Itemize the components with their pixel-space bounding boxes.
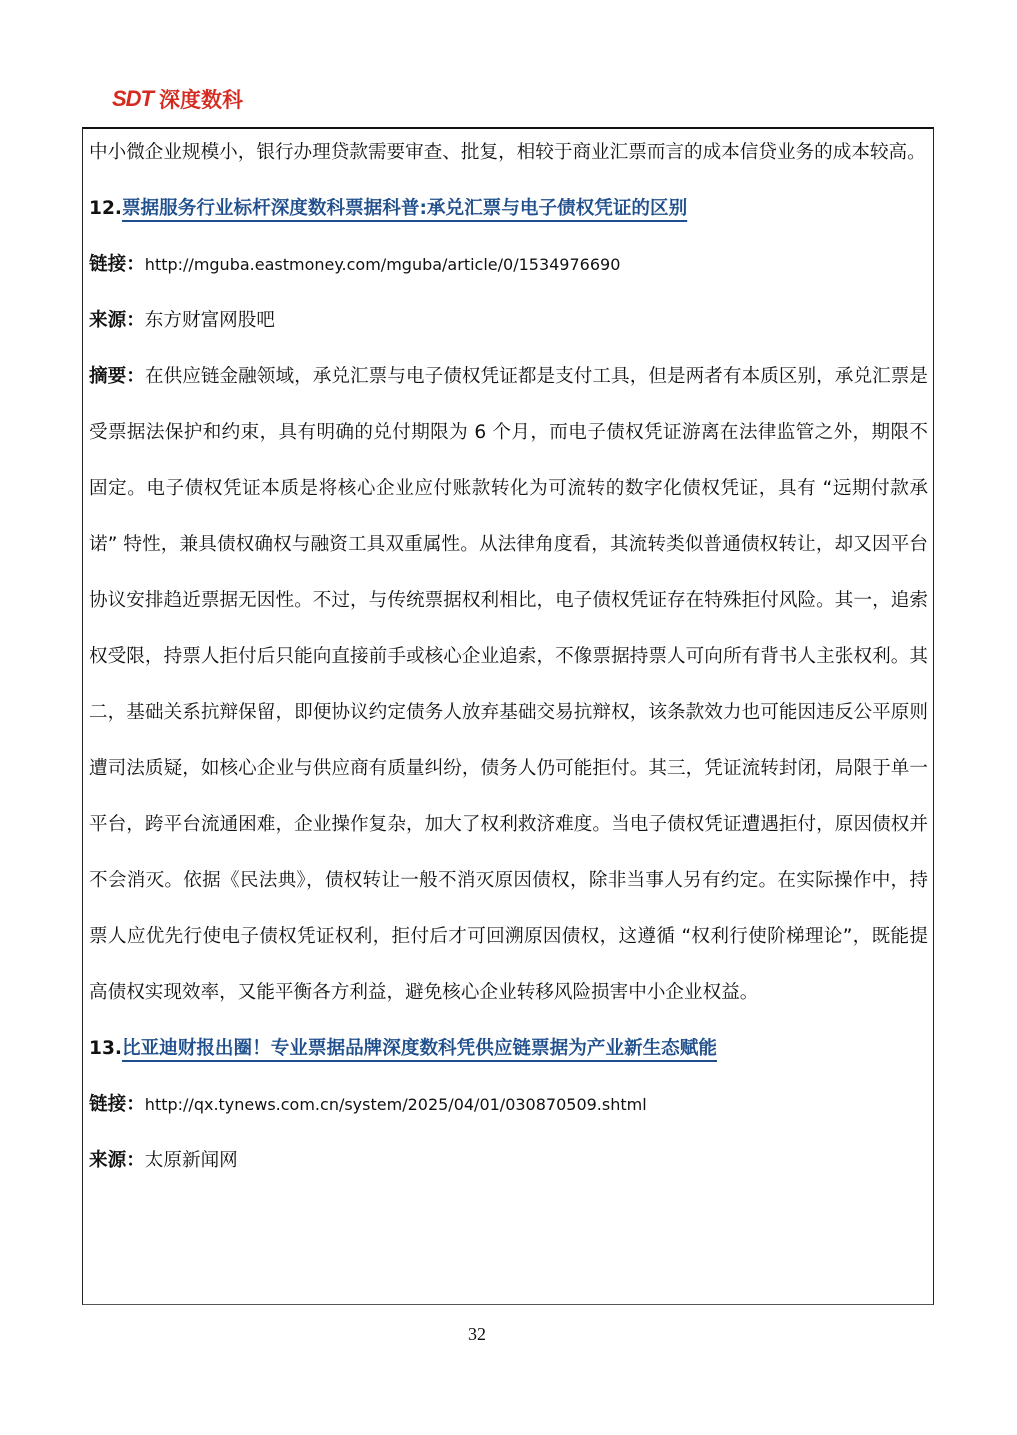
article-title-link[interactable]: 比亚迪财报出圈！专业票据品牌深度数科凭供应链票据为产业新生态赋能 bbox=[121, 1038, 717, 1059]
article-source-row bbox=[89, 293, 928, 349]
article-abstract bbox=[89, 349, 928, 1021]
article-source: 太原新闻网 bbox=[144, 1150, 238, 1171]
link-label: 链接： bbox=[89, 1094, 145, 1115]
logo-name: 深度数科 bbox=[159, 88, 243, 112]
source-label: 来源： bbox=[89, 310, 145, 331]
article-link-row bbox=[89, 1077, 928, 1133]
brand-logo bbox=[112, 84, 243, 114]
continued-text: 中小微企业规模小，银行办理贷款需要审查、批复，相较于商业汇票而言的成本信贷业务的成本较高。 bbox=[89, 142, 926, 163]
article-heading-13 bbox=[89, 1021, 928, 1077]
logo-mark: SDT bbox=[112, 86, 153, 111]
article-source: 东方财富网股吧 bbox=[144, 310, 275, 331]
abstract-text: 在供应链金融领域，承兑汇票与电子债权凭证都是支付工具，但是两者有本质区别，承兑汇票是受票据法保护和约束，具有明确的兑付期限为 6 个月，而电子债权凭证游离在法律监管之外，期限不固定。电子债权凭证本质是将核心企业应付账款转化为可流转的数字化债权凭证，具有 “远期付款承诺” 特性，兼具债权确权与融资工具双重属性。从法律角度看，其流转类似普通债权转让，却又因平台协议安排趋近票据无因性。不过，与传统票据权利相比，电子债权凭证存在特殊拒付风险。其一，追索权受限，持票人拒付后只能向直接前手或核心企业追索，不像票据持票人可向所有背书人主张权利。其二，基础关系抗辩保留，即便协议约定债务人放弃基础交易抗辩权，该条款效力也可能因违反公平原则遭司法质疑，如核心企业与供应商有质量纠纷，债务人仍可能拒付。其三，凭证流转封闭，局限于单一平台，跨平台流通困难，企业操作复杂，加大了权利救济难度。当电子债权凭证遭遇拒付，原因债权并不会消灭。依据《民法典》，债权转让一般不消灭原因债权，除非当事人另有约定。在实际操作中，持票人应优先行使电子债权凭证权利，拒付后才可回溯原因债权，这遵循 “权利行使阶梯理论”，既能提高债权实现效率，又能平衡各方利益，避免核心企业转移风险损害中小企业权益。 bbox=[89, 366, 928, 1003]
article-link-row bbox=[89, 237, 928, 293]
article-url[interactable]: http://qx.tynews.com.cn/system/2025/04/01/030870509.shtml bbox=[144, 1095, 647, 1114]
content-box bbox=[82, 127, 934, 1305]
page-number: 32 bbox=[468, 1324, 486, 1344]
article-url[interactable]: http://mguba.eastmoney.com/mguba/article/0/1534976690 bbox=[144, 255, 621, 274]
article-source-row bbox=[89, 1133, 928, 1189]
article-number: 13. bbox=[89, 1038, 122, 1059]
source-label: 来源： bbox=[89, 1150, 145, 1171]
article-heading-12 bbox=[89, 181, 928, 237]
abstract-label: 摘要： bbox=[89, 366, 145, 387]
link-label: 链接： bbox=[89, 254, 145, 275]
article-number: 12. bbox=[89, 198, 122, 219]
article-title-link[interactable]: 票据服务行业标杆深度数科票据科普:承兑汇票与电子债权凭证的区别 bbox=[121, 198, 688, 219]
